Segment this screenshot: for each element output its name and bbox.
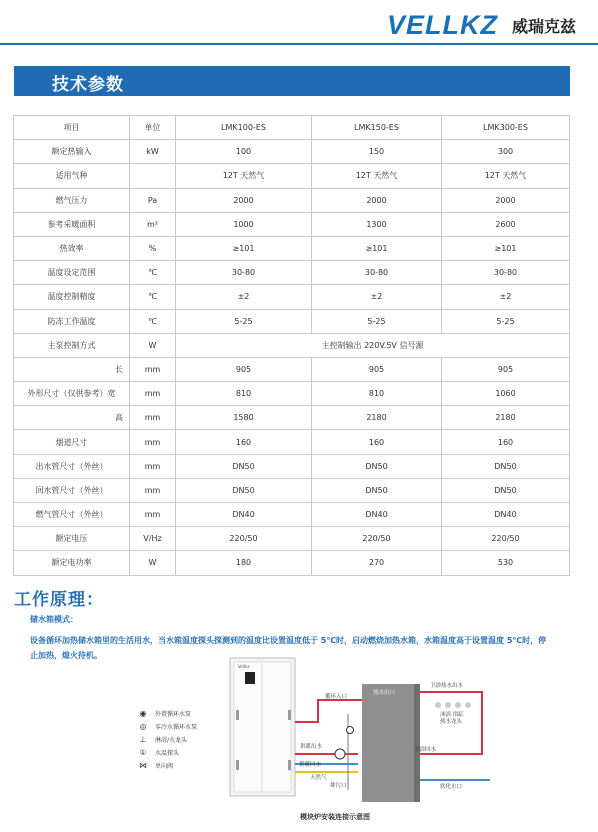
row-unit: m² [130, 212, 176, 236]
row-unit: % [130, 236, 176, 260]
label-gas: 天然气 [310, 775, 327, 781]
row-value: 270 [312, 551, 442, 575]
row-unit: W [130, 551, 176, 575]
row-label: 适用气种 [14, 164, 130, 188]
row-label: 热效率 [14, 236, 130, 260]
row-value: 160 [312, 430, 442, 454]
row-value: 160 [442, 430, 570, 454]
row-value: 150 [312, 140, 442, 164]
row-value: DN50 [312, 478, 442, 502]
row-label: 出水管尺寸（外丝） [14, 454, 130, 478]
row-value: DN50 [442, 454, 570, 478]
table-row [14, 140, 570, 164]
row-value: 12T 天然气 [312, 164, 442, 188]
row-value: 5-25 [312, 309, 442, 333]
row-value: 5-25 [176, 309, 312, 333]
legend-item: ⋈ 单向阀 [139, 760, 174, 770]
legend-item: ◎ 零冷水循环水泵 [139, 721, 198, 731]
row-label: 回水管尺寸（外丝） [14, 478, 130, 502]
row-value: ≥101 [312, 236, 442, 260]
legend-item: ① 水温探头 [139, 747, 180, 757]
row-unit [130, 164, 176, 188]
label-bath-back: 卫浴回水 [414, 747, 437, 753]
row-value: 220/50 [442, 527, 570, 551]
label-soft-in: 软化水口 [440, 784, 463, 790]
row-value-merged: 主控制输出 220V.5V 信号源 [176, 333, 570, 357]
row-value: ±2 [442, 285, 570, 309]
row-unit: ℃ [130, 261, 176, 285]
row-unit: mm [130, 454, 176, 478]
row-value: 905 [176, 357, 312, 381]
boiler-unit [230, 658, 295, 796]
row-value: 220/50 [176, 527, 312, 551]
row-value: DN50 [176, 478, 312, 502]
label-supply-back: 供暖回水 [299, 762, 322, 768]
section-title-2: 工作原理： [14, 590, 104, 610]
row-value: 180 [176, 551, 312, 575]
row-value: 2600 [442, 212, 570, 236]
header-cell: 单位 [130, 116, 176, 140]
table-row [14, 478, 570, 502]
table-row [14, 188, 570, 212]
row-label: 温度设定范围 [14, 261, 130, 285]
row-value: ±2 [176, 285, 312, 309]
table-row [14, 503, 570, 527]
row-value: ≥101 [442, 236, 570, 260]
sensor-icon: ① [139, 747, 147, 757]
row-label: 外形尺寸（仅供参考）宽 [14, 382, 130, 406]
row-value: 905 [312, 357, 442, 381]
water-tank [362, 684, 420, 802]
header-cell: LMK150-ES [312, 116, 442, 140]
boiler-brand: Vellkz [238, 664, 250, 669]
row-value: 1000 [176, 212, 312, 236]
row-unit: mm [130, 382, 176, 406]
row-value: 100 [176, 140, 312, 164]
row-value: 220/50 [312, 527, 442, 551]
row-value: DN40 [442, 503, 570, 527]
row-label: 额定电功率 [14, 551, 130, 575]
row-value: 160 [176, 430, 312, 454]
row-value: 2000 [176, 188, 312, 212]
table-header-row [14, 116, 570, 140]
spec-table [13, 115, 570, 576]
row-unit: kW [130, 140, 176, 164]
row-value: DN50 [176, 454, 312, 478]
row-value: 810 [176, 382, 312, 406]
mode-subtitle: 储水箱模式： [30, 615, 78, 624]
row-unit: ℃ [130, 309, 176, 333]
row-value: 1300 [312, 212, 442, 236]
label-hot-out: 热水出口 [373, 690, 396, 696]
table-row [14, 406, 570, 430]
row-value: 2180 [442, 406, 570, 430]
table-row [14, 357, 570, 381]
check-valve-icon: ⋈ [139, 760, 147, 770]
row-value: ±2 [312, 285, 442, 309]
row-unit: V/Hz [130, 527, 176, 551]
table-row [14, 454, 570, 478]
row-label: 燃气管尺寸（外丝） [14, 503, 130, 527]
row-unit: mm [130, 478, 176, 502]
row-label: 参考采暖面积 [14, 212, 130, 236]
table-row [14, 309, 570, 333]
row-label: 长 [14, 357, 130, 381]
row-label: 主泵控制方式 [14, 333, 130, 357]
row-unit: mm [130, 503, 176, 527]
legend-item: ◉ 外置循环水泵 [139, 708, 192, 718]
row-value: 12T 天然气 [442, 164, 570, 188]
row-value: 30-80 [442, 261, 570, 285]
row-value: 530 [442, 551, 570, 575]
row-value: 300 [442, 140, 570, 164]
row-unit: mm [130, 430, 176, 454]
row-label: 额定电压 [14, 527, 130, 551]
row-value: 30-80 [312, 261, 442, 285]
label-cycle-in: 循环入口 [325, 694, 348, 700]
row-value: 2180 [312, 406, 442, 430]
row-label: 防冻工作温度 [14, 309, 130, 333]
cold-pump-icon: ◎ [139, 721, 147, 731]
table-row [14, 527, 570, 551]
header-cell: 项目 [14, 116, 130, 140]
table-row [14, 236, 570, 260]
label-supply-out: 供暖出水 [300, 744, 323, 750]
header-cell: LMK300-ES [442, 116, 570, 140]
row-label: 额定热输入 [14, 140, 130, 164]
row-value: DN40 [176, 503, 312, 527]
pump-icon: ◉ [139, 708, 147, 718]
table-row [14, 212, 570, 236]
table-row [14, 551, 570, 575]
row-label: 烟道尺寸 [14, 430, 130, 454]
row-value: DN40 [312, 503, 442, 527]
header-cell: LMK100-ES [176, 116, 312, 140]
label-drain: 排污口 [330, 783, 347, 789]
diagram-caption: 模块炉安装连接示意图 [300, 813, 370, 821]
row-value: 5-25 [442, 309, 570, 333]
row-value: ≥101 [176, 236, 312, 260]
table-row [14, 164, 570, 188]
row-value: 2000 [312, 188, 442, 212]
section-title: 技术参数 [52, 75, 124, 95]
row-unit: ℃ [130, 285, 176, 309]
principle-paragraph: 设备循环加热储水箱里的生活用水，当水箱温度探头探测到的温度比设置温度低于 5℃时，启动燃烧加热水箱，水箱温度高于设置温度 5℃时，停止加热，熄火待机。 [30, 636, 547, 660]
legend-item: ⊥ 淋浴/水龙头 [139, 734, 188, 744]
brand [387, 10, 576, 41]
label-shower-group: 沐浴 浴缸 热水龙头 [440, 712, 464, 725]
brand-name: 威瑞克兹 [511, 17, 576, 36]
table-row [14, 382, 570, 406]
row-label: 高 [14, 406, 130, 430]
section-banner [14, 66, 570, 96]
row-value: 1580 [176, 406, 312, 430]
row-value: 12T 天然气 [176, 164, 312, 188]
brand-logo: VELLKZ [386, 10, 498, 40]
table-row [14, 333, 570, 357]
row-unit: mm [130, 357, 176, 381]
row-value: DN50 [442, 478, 570, 502]
row-unit: W [130, 333, 176, 357]
row-unit: Pa [130, 188, 176, 212]
row-value: 905 [442, 357, 570, 381]
row-value: 2000 [442, 188, 570, 212]
label-bath-hot: 卫浴热水出水 [430, 683, 464, 689]
diagram-legend [138, 707, 197, 772]
header-divider [0, 43, 598, 45]
table-row [14, 430, 570, 454]
row-label: 燃气压力 [14, 188, 130, 212]
row-unit: mm [130, 406, 176, 430]
row-label: 温度控制精度 [14, 285, 130, 309]
row-value: 1060 [442, 382, 570, 406]
row-value: DN50 [312, 454, 442, 478]
row-value: 30-80 [176, 261, 312, 285]
row-value: 810 [312, 382, 442, 406]
shower-icon: ⊥ [139, 734, 147, 744]
table-row [14, 285, 570, 309]
table-row [14, 261, 570, 285]
